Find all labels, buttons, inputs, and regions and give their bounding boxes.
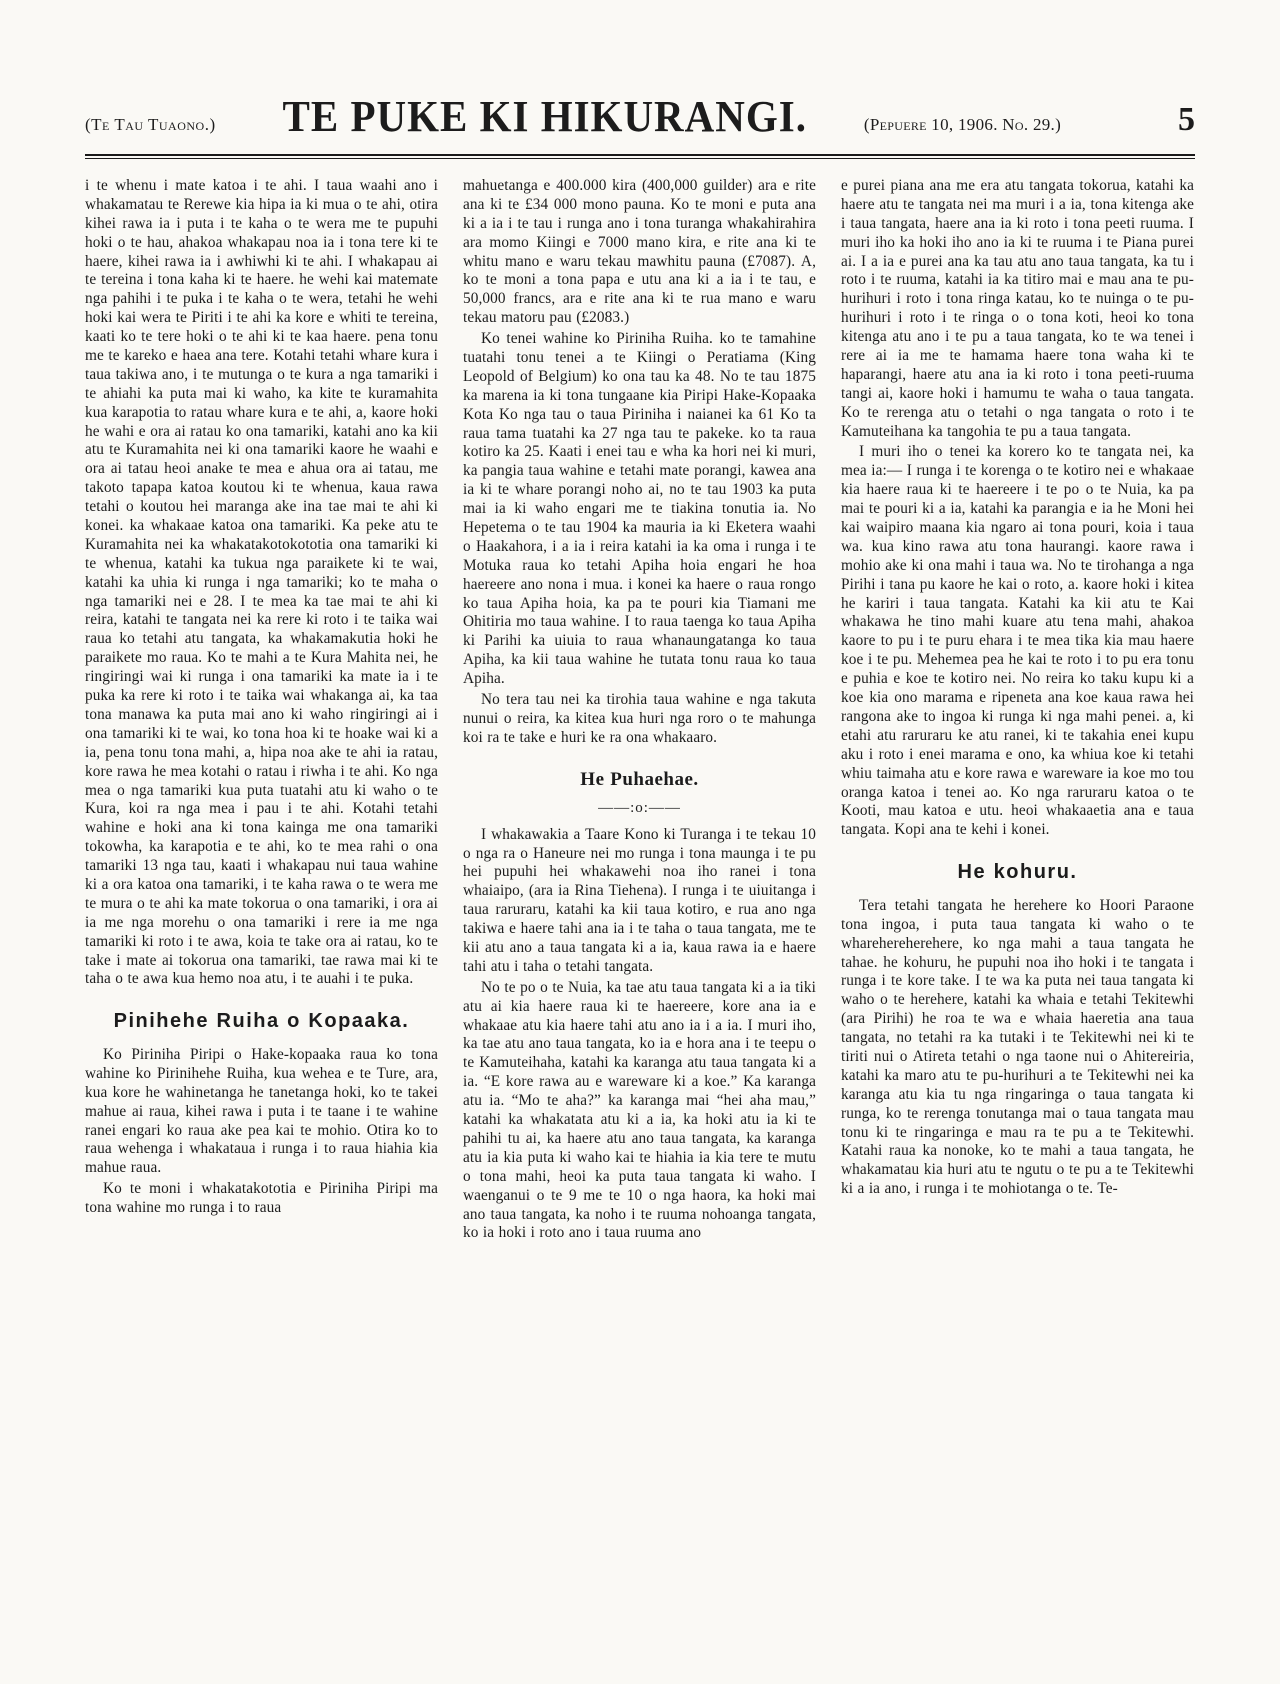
body-paragraph: I muri iho o tenei ka korero ko te tangata nei, ka mea ia:— I runga i te korenga o te kotiro nei e whakaae kia haere raua ki te haereere i te po o te Nuia, ka pa mai te pouri ki a ia, katahi ka parangia e ia he Moni hei kai waipiro maana kia ngaro ai tona pouri, koia i taua wa. kua kino rawa atu tona haurangi. kaore rawa i mohio ake ki ona mahi i taua wa. No te tirohanga a nga Pirihi i tana pu kaore he kai o roto, a. kaore hoki i kitea he kariri i taua tangata. Katahi ka kii atu te Kai whakawa he tino mahi kuare atu tena mahi, ahakoa kaore to pu i te puru ehara i te mea tika kia mau haere koe i te pu. Mehemea pea he kai te roto i to pu era tonu e puhia e koe te kotiro nei. No reira ko taku kupu ki a koe kia ono marama e ripeneta ana koe kaua rawa hei rangona ake to ingoa ki runga ki nga mahi penei. a, ki etahi atu raruraru ke atu ranei, ki te takahia enei kupu aku i roto i enei marama e ono, ka whiua koe ki tetahi whiu taimaha atu e kore rawa e wareware ia koe mo tou oranga katoa i tenei ao. Ko nga raruraru katoa o te Kooti, mau katoa e utu. heoi whakaaetia ana e taua tangata. Kopi ana te kehi i konei. xyxy=(841,443,1194,839)
body-paragraph: Tera tetahi tangata he herehere ko Hoori Paraone tona ingoa, i puta taua tangata ki waho o te wharehereherehere, ko nga mahi a taua tangata he tahae. he kohuru, he pupuhi noa iho hoki i te tangata i runga i te kore take. I te wa ka puta nei taua tangata ki waho o te herehere, katahi ka whaia e tetahi Tekitewhi (ara Pirihi) he roa te wa e whaia haeretia ana taua tangata, no tetahi ra ka tutaki i te Tekitewhi nei ki te tiriti nui o Atireta tetahi o nga taone nui o Ahitereiria, katahi ka maro atu te pu-hurihuri a te Tekitewhi nei ka karanga atu kia tu nga ringaringa o taua tangata ki runga, ko te rerenga tonutanga mai o taua tangata mau tonu ki te ringaringa e mau ra te pu a te Tekitewhi. Katahi raua ka nonoke, ko te mahi a taua tangata, he whakamatau kia huri atu te ngutu o te pu a te Tekitewhi ki a ia ano, i runga i te mohiotanga o te. Te- xyxy=(841,896,1194,1198)
body-paragraph: No tera tau nei ka tirohia taua wahine e nga takuta nunui o reira, ka kitea kua huri nga roro o te mahunga koi ra te take e huri ke ra ona whakaaro. xyxy=(463,691,816,746)
body-paragraph: i te whenu i mate katoa i te ahi. I taua waahi ano i whakamatau te Rerewe kia hipa ia ki mua o te ahi, otira kihei rawa ia i puta i te kaha o te wera me te pupuhi hoki o te hau, ahakoa whakapau noa ia i tona tere ki te haere, kihei rawa ia i awhiwhi ki te ahi. I whakapau ai te tereina i tona kaha ki te haere. he wehi kai matemate nga pahihi i te puka i te kaha o te wera, tetahi he wehi hoki kai wera te Piriti i te ahi ka kore e whiti te tereina, kaati ko te tere hoki o te ahi ki te kaa haere. pena tonu me te kareko e haea ana tere. Kotahi tetahi whare kura i taua takiwa ano, i te mutunga o te kura a nga tamariki i te ahiahi ka puta mai ki waho, ka kite te kuramahita kua karapotia to ratau whare kura e te ahi, a, kaore hoki he wahi e ora ai ratau ko ona tamariki, katahi ano ka kii atu te Kuramahita nei ki ona tamariki kaore he waahi e ora ai tatau heoi anake te mea e ahua ora ai tatau, me takoto tapapa katoa koutou ki te whenua, kaua rawa tetahi o koutou hei maranga ake ina tae mai te ahi ki konei. ka whakaae katoa ona tamariki. Ka peke atu te Kuramahita nei ka whakatakotokototia ona tamariki ki te whenua, katahi ka tukua nga paraikete ki te wai, katahi ka uhia ki runga i nga tamariki; ko te maha o nga tamariki nei e 28. I te mea ka tae mai te ahi ki reira, katahi te tangata nei ka rere ki roto i te taika wai raua ko tetahi atu tangata, ka whakamakutia hoki he paraikete mo raua. Ko te mahi a te Kura Mahita nei, he ringiringi wai ki runga i ona tamariki ka mate ia i te puka ka rere ki roto i te taika wai whakanga ai, ka taa tona manawa ka puta mai ano ki waho ringiringi ai i ona tamariki ki te wai, ko tona hoa ki te hoake wai ki a ia, pena tonu tona mahi, a, hipa noa ake te ahi ia ratau, kore rawa he mea kotahi o ratau i riwha i te ahi. Ko nga mea o nga tamariki kua puta tuatahi atu ki waho o te Kura, koi ra nga mea i pau i te ahi. Kotahi tetahi wahine e hoki ana ki tona kainga me ona tamariki tokowha, ka karapotia e te ahi, ko te mea rahi o ona tamariki 13 nga tau, kaati i whakapau nui taua wahine ki a ora katoa ona tamariki, i te kaha rawa o te wera me te mura o te ahi ka mate tokorua o ona tamariki, i ora ai ia me nga morehu o ona tamariki i rere ia me nga tamariki ki roto i te awa, koia te take ora ai ratau, ko te take i mate ai tokorua ona tamariki, tae rawa mai ki te taha o te awa kua hemo noa atu, i te auahi i te puka. xyxy=(85,177,438,988)
heading-ornament: ——:o:—— xyxy=(598,800,681,817)
column-1 xyxy=(85,177,438,1243)
masthead-rule xyxy=(85,154,1195,159)
body-paragraph: e purei piana ana me era atu tangata tokorua, katahi ka haere atu te tangata nei ma muri i a ia, tona kitenga ake i taua tangata, haere ana ia ki roto i tona peeti ruuma. I muri iho ka hoki iho ano ia ki te ruuma i te Piana purei ai. I a ia e purei ana ka tau atu ano taua tangata, ka tu i roto i te ruuma, katahi ia ka titiro mai e mau ana te pu-hurihuri i roto i tona ringa katau, ko te nuinga o te pu-hurihuri i roto i te ringa o o tona koti, heoi ko tona kitenga atu ano i te pu a taua tangata, ko te wa tenei i rere ai ia me te hamama haere tona waha ki te haparangi, haere atu ana ia ki roto i tona peeti-ruuma tangi ai, kaore hoki i hamumu te waha o taua tangata. Ko te rerenga atu o tetahi o nga tangata o roto i te Kamuteihana ka tangohia te pu a taua tangata. xyxy=(841,177,1194,440)
body-paragraph: I whakawakia a Taare Kono ki Turanga i te tekau 10 o nga ra o Haneure nei mo runga i tona maunga i te pu hei pupuhi hei whakawehi noa iho ranei i tona whaiaipo, (ara ia Rina Tiehena). I runga i te uiuitanga i taua raruraru, katahi ka kii taua kotiro, e rua ano nga takiwa e haere tahi ana ia i te taha o taua tangata, me te kii atu ano a taua tangata ki a ia, kaua rawa ia e haere tahi atu i taha o tetahi tangata. xyxy=(463,825,816,975)
body-paragraph: Ko tenei wahine ko Piriniha Ruiha. ko te tamahine tuatahi tonu tenei a te Kiingi o Peratiama (King Leopold of Belgium) ko ona tau ka 48. No te tau 1875 ka marena ia ki tona tungaane kia Piripi Hake-Kopaaka Kota Ko nga tau o taua Piriniha i naianei ka 61 Ko ta raua tama tuatahi ka 27 nga tau te pakeke. ko ta raua kotiro ka 25. Kaati i enei tau e wha ka hori nei ki muri, ka pangia taua wahine e tetahi mate porangi, kawea ana ia ki te whare porangi noho ai, no te tau 1903 ka puta mai ia ki waho engari me te tiakina tonutia ia. No Hepetema o te tau 1904 ka mauria ia ki Eketera waahi o Haakahora, i a ia i reira katahi ia ka oma i runga i te Motuka raua ko tetahi Apiha hoia engari he hoa haereere ano nona i mua. i konei ka haere o raua rongo ko taua Apiha hoia, ka pa te pouri kia Tiamani me Ohitiria mo taua wahine. I to raua taenga ko taua Apiha ki Parihi ka uiuia to raua whanaungatanga ko taua Apiha, ka kii taua wahine he tutata tonu raua ko taua Apiha. xyxy=(463,330,816,688)
column-2 xyxy=(463,177,816,1243)
newspaper-title: TE PUKE KI HIKURANGI. xyxy=(282,91,807,141)
article-columns xyxy=(85,177,1195,1243)
article-heading: Pinihehe Ruiha o Kopaaka. xyxy=(113,1010,410,1033)
body-paragraph: mahuetanga e 400.000 kira (400,000 guilder) ara e rite ana ki te £34 000 mono pauna. Ko te moni e puta ana ki a ia i te tau i runga ano i tona turanga whakahirahira ara momo Kiingi e 7000 mano kira, e rite ana ki te whitu mano e waru tekau mawhitu pauna (£7087). A, ko te moni a tona papa e utu ana ki a ia i te tau, e 50,000 francs, ara e rite ana ki te rua mano e waru tekau matoru pau (£2083.) xyxy=(463,177,816,327)
body-paragraph: Ko te moni i whakatakototia e Piriniha Piripi ma tona wahine mo runga i to raua xyxy=(85,1180,438,1217)
article-heading: He kohuru. xyxy=(957,861,1078,884)
masthead-volume-label: (Te Tau Tuaono.) xyxy=(85,115,216,134)
article-heading: He Puhaehae. xyxy=(580,768,699,790)
column-3 xyxy=(841,177,1194,1243)
body-paragraph: Ko Piriniha Piripi o Hake-kopaaka raua ko tona wahine ko Pirinihehe Ruiha, kua wehea e te Ture, ara, kua kore he wahinetanga he tanetanga hoki, ko te takei mahue ai raua, kihei rawa i puta i te taane i te wahine ranei engari ko raua ake pea kai te mohio. Otira ko to raua wehenga i whakataua i runga i to raua hiahia kia mahue raua. xyxy=(85,1045,438,1177)
body-paragraph: No te po o te Nuia, ka tae atu taua tangata ki a ia tiki atu ai kia haere raua ki te haereere, kore ana ia e whakaae atu kia haere tahi atu ano ia i a ia. I muri iho, ka tae atu ano taua tangata, ko ia e hora ana i te teepu o te Kamuteihaha, katahi ka karanga atu taua tangata ki a ia. “E kore rawa au e wareware ki a koe.” Ka karanga atu ia. “Mo te aha?” ka karanga mai “hei aha mau,” katahi ka whakatata atu ki a ia, ka hoki atu ia ki te pahihi tu ai, ka haere atu ano taua tangata, ka karanga atu ia kia puta ki waho kai te hiahia ia kia tere te mutu o tona mahi, heoi ka puta taua tangata ki waho. I waenganui o te 9 me te 10 o nga haora, ka hoki mai ano taua tangata, ka noho i te ruuma nohoanga tangata, ko ia hoki i roto ano i taua ruuma ano xyxy=(463,978,816,1242)
masthead-issue-info: (Pepuere 10, 1906. No. 29.) xyxy=(863,115,1062,134)
page-number: 5 xyxy=(1177,101,1195,138)
masthead xyxy=(85,0,1195,140)
